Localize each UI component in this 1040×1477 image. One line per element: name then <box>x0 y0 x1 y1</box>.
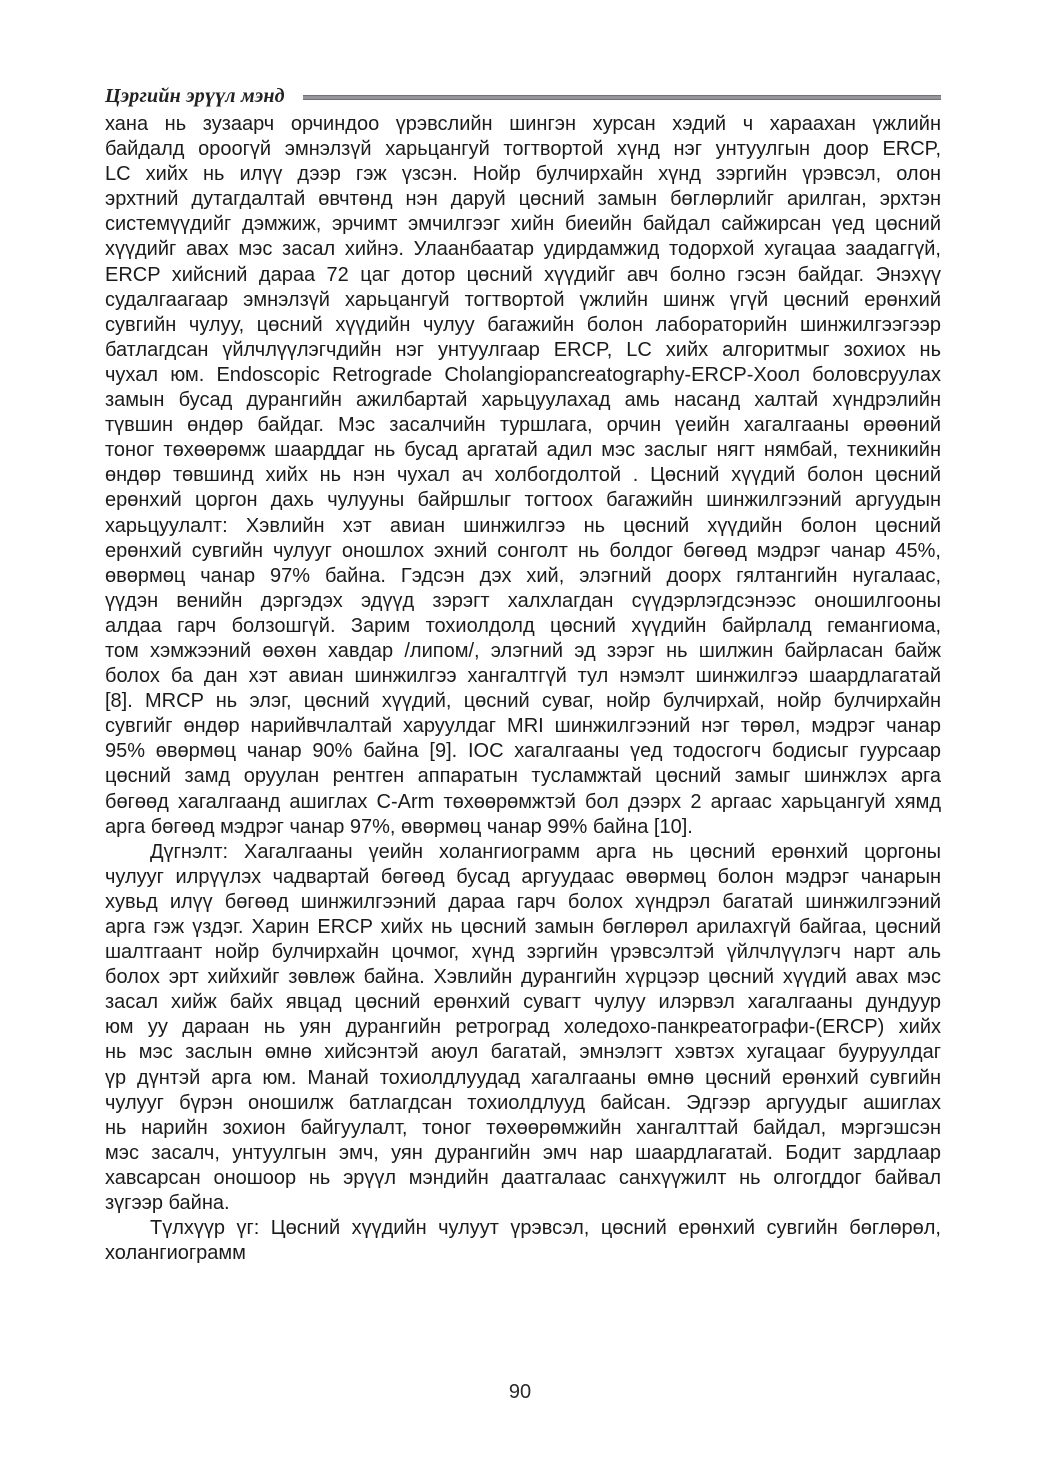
article-body <box>105 112 941 1266</box>
text-line: юм уу дараан нь уян дурангийн ретроград холедохо-панкреатографи-(ERCP) хийх <box>105 1016 941 1039</box>
text-line: болох эрт хийхийг зөвлөж байна. Хэвлийн дурангийн хүрцээр цөсний хүүдий авах мэс <box>105 966 941 989</box>
text-line: тоног төхөөрөмж шаарддаг нь бусад аргатай адил мэс заслыг нягт нямбай, техникийн <box>105 439 941 462</box>
text-line: батлагдсан үйлчлүүлэгчдийн нэг унтуулгаар ERCP, LC хийх алгоритмыг зохиох нь <box>105 338 941 361</box>
text-line: үүдэн венийн дэргэдэх эдүүд зэрэгт халхлагдан сүүдэрлэгдсэнээс оношилгооны <box>105 589 941 612</box>
text-line: ерөнхий сувгийн чулууг оношлох эхний сонголт нь болдог бөгөөд мэдрэг чанар 45%, <box>105 539 941 562</box>
text-line: өвөрмөц чанар 97% байна. Гэдсэн дэх хий, элэгний доорх гялтангийн нугалаас, <box>105 564 941 587</box>
text-line: нь нарийн зохион байгуулалт, тоног төхөөрөмжийн хангалттай байдал, мэргэшсэн <box>105 1116 941 1139</box>
text-line: замын бусад дурангийн ажилбартай харьцуулахад амь насанд халтай хүндрэлийн <box>105 389 941 412</box>
text-line: LC хийх нь илүү дээр гэж үзсэн. Нойр булчирхайн хүнд зэргийн үрэвсэл, олон <box>105 163 941 186</box>
text-line: Түлхүүр үг: Цөсний хүүдийн чулуут үрэвсэл, цөсний ерөнхий сувгийн бөглөрөл, <box>150 1217 941 1240</box>
text-line: чухал юм. Endoscopic Retrograde Cholangiopancreatography-ERCP-Хоол боловсруулах <box>105 363 941 386</box>
text-line: чулууг илрүүлэх чадвартай бөгөөд бусад аргуудаас өвөрмөц болон мэдрэг чанарын <box>105 865 941 888</box>
text-line: сувгийг өндөр нарийвчлалтай харуулдаг MRI шинжилгээний нэг төрөл, мэдрэг чанар <box>105 715 941 738</box>
text-line: чулууг бүрэн оношилж батлагдсан тохиолдлууд байсан. Эдгээр аргуудыг ашиглах <box>105 1091 941 1114</box>
text-line: алдаа гарч болзошгүй. Зарим тохиолдолд цөсний хүүдийн байрлалд гемангиома, <box>105 614 941 637</box>
text-line: хүүдийг авах мэс засал хийнэ. Улаанбаатар удирдамжид тодорхой хугацаа заадаггүй, <box>105 238 941 261</box>
text-line: түвшин өндөр байдаг. Мэс засалчийн туршлага, орчин үеийн хагалгааны өрөөний <box>105 414 941 437</box>
text-line: 95% өвөрмөц чанар 90% байна [9]. IOC хагалгааны үед тодосгогч бодисыг гуурсаар <box>105 740 941 763</box>
text-line: ерөнхий цоргон дахь чулууны байршлыг тогтоох багажийн шинжилгээний аргуудын <box>105 489 941 512</box>
text-line: харьцуулалт: Хэвлийн хэт авиан шинжилгээ нь цөсний хүүдийн болон цөсний <box>105 514 941 537</box>
text-line: засал хийж байх явцад цөсний ерөнхий сувагт чулуу илэрвэл хагалгааны дундуур <box>105 991 941 1014</box>
running-header <box>105 83 941 109</box>
text-line: болох ба дан хэт авиан шинжилгээ хангалтгүй тул нэмэлт шинжилгээ шаардлагатай <box>105 665 941 688</box>
text-line: мэс засалч, унтуулгын эмч, уян дурангийн эмч нар шаардлагатай. Бодит зардлаар <box>105 1141 941 1164</box>
text-line: Дүгнэлт: Хагалгааны үеийн холангиограмм арга нь цөсний ерөнхий цоргоны <box>150 840 941 863</box>
text-line: өндөр төвшинд хийх нь нэн чухал ач холбогдолтой . Цөсний хүүдий болон цөсний <box>105 464 941 487</box>
text-line: том хэмжээний өөхөн хавдар /липом/, элэгний эд зэрэг нь шилжин байрласан байж <box>105 639 941 662</box>
text-line: [8]. MRCP нь элэг, цөсний хүүдий, цөсний суваг, нойр булчирхай, нойр булчирхайн <box>105 690 941 713</box>
text-line: хавсарсан оношоор нь эрүүл мэндийн даатгалаас санхүүжилт нь олгогддог байвал <box>105 1166 941 1189</box>
text-line: хувьд илүү бөгөөд шинжилгээний дараа гарч болох хүндрэл багатай шинжилгээний <box>105 890 941 913</box>
text-line: судалгаагаар эмнэлзүй харьцангуй тогтвортой үжлийн шинж үгүй цөсний ерөнхий <box>105 288 941 311</box>
journal-title: Цэргийн эрүүл мэнд <box>105 84 285 107</box>
text-line: байдалд ороогүй эмнэлзүй харьцангуй тогтвортой хүнд нэг унтуулгын доор ERCP, <box>105 138 941 161</box>
text-line: хана нь зузаарч орчиндоо үрэвслийн шингэн хурсан хэдий ч хараахан үжлийн <box>105 113 941 135</box>
text-line: нь мэс заслын өмнө хийсэнтэй аюул багатай, эмнэлэгт хэвтэх хугацааг бууруулдаг <box>105 1041 941 1064</box>
text-line: арга бөгөөд мэдрэг чанар 97%, өвөрмөц чанар 99% байна [10]. <box>105 815 693 838</box>
text-line: эрхтний дутагдалтай өвчтөнд нэн даруй цөсний замын бөглөрлийг арилган, эрхтэн <box>105 188 941 211</box>
text-line: үр дүнтэй арга юм. Манай тохиолдлуудад хагалгааны өмнө цөсний ерөнхий сувгийн <box>105 1066 941 1089</box>
text-line: шалтгаант нойр булчирхайн цочмог, хүнд зэргийн үрэвсэлтэй үйлчлүүлэгч нарт аль <box>105 941 941 964</box>
page-footer <box>0 1381 1040 1404</box>
header-rule <box>303 95 941 100</box>
text-line: цөсний замд оруулан рентген аппаратын тусламжтай цөсний замыг шинжлэх арга <box>105 765 941 788</box>
text-line: холангиограмм <box>105 1242 246 1265</box>
text-line: системүүдийг дэмжиж, эрчимт эмчилгээг хийн биеийн байдал сайжирсан үед цөсний <box>105 213 941 236</box>
text-line: ERCP хийсний дараа 72 цаг дотор цөсний хүүдийг авч болно гэсэн байдаг. Энэхүү <box>105 263 941 286</box>
page-number: 90 <box>508 1381 532 1403</box>
text-line: сувгийн чулуу, цөсний хүүдийн чулуу багажийн болон лабораторийн шинжилгээгээр <box>105 313 941 336</box>
text-line: зүгээр байна. <box>105 1192 230 1215</box>
text-line: бөгөөд хагалгаанд ашиглах C-Arm төхөөрөмжтэй бол дээрх 2 аргаас харьцангуй хямд <box>105 790 941 813</box>
text-line: арга гэж үздэг. Харин ERCP хийх нь цөсний замын бөглөрөл арилахгүй байгаа, цөсний <box>105 916 941 938</box>
